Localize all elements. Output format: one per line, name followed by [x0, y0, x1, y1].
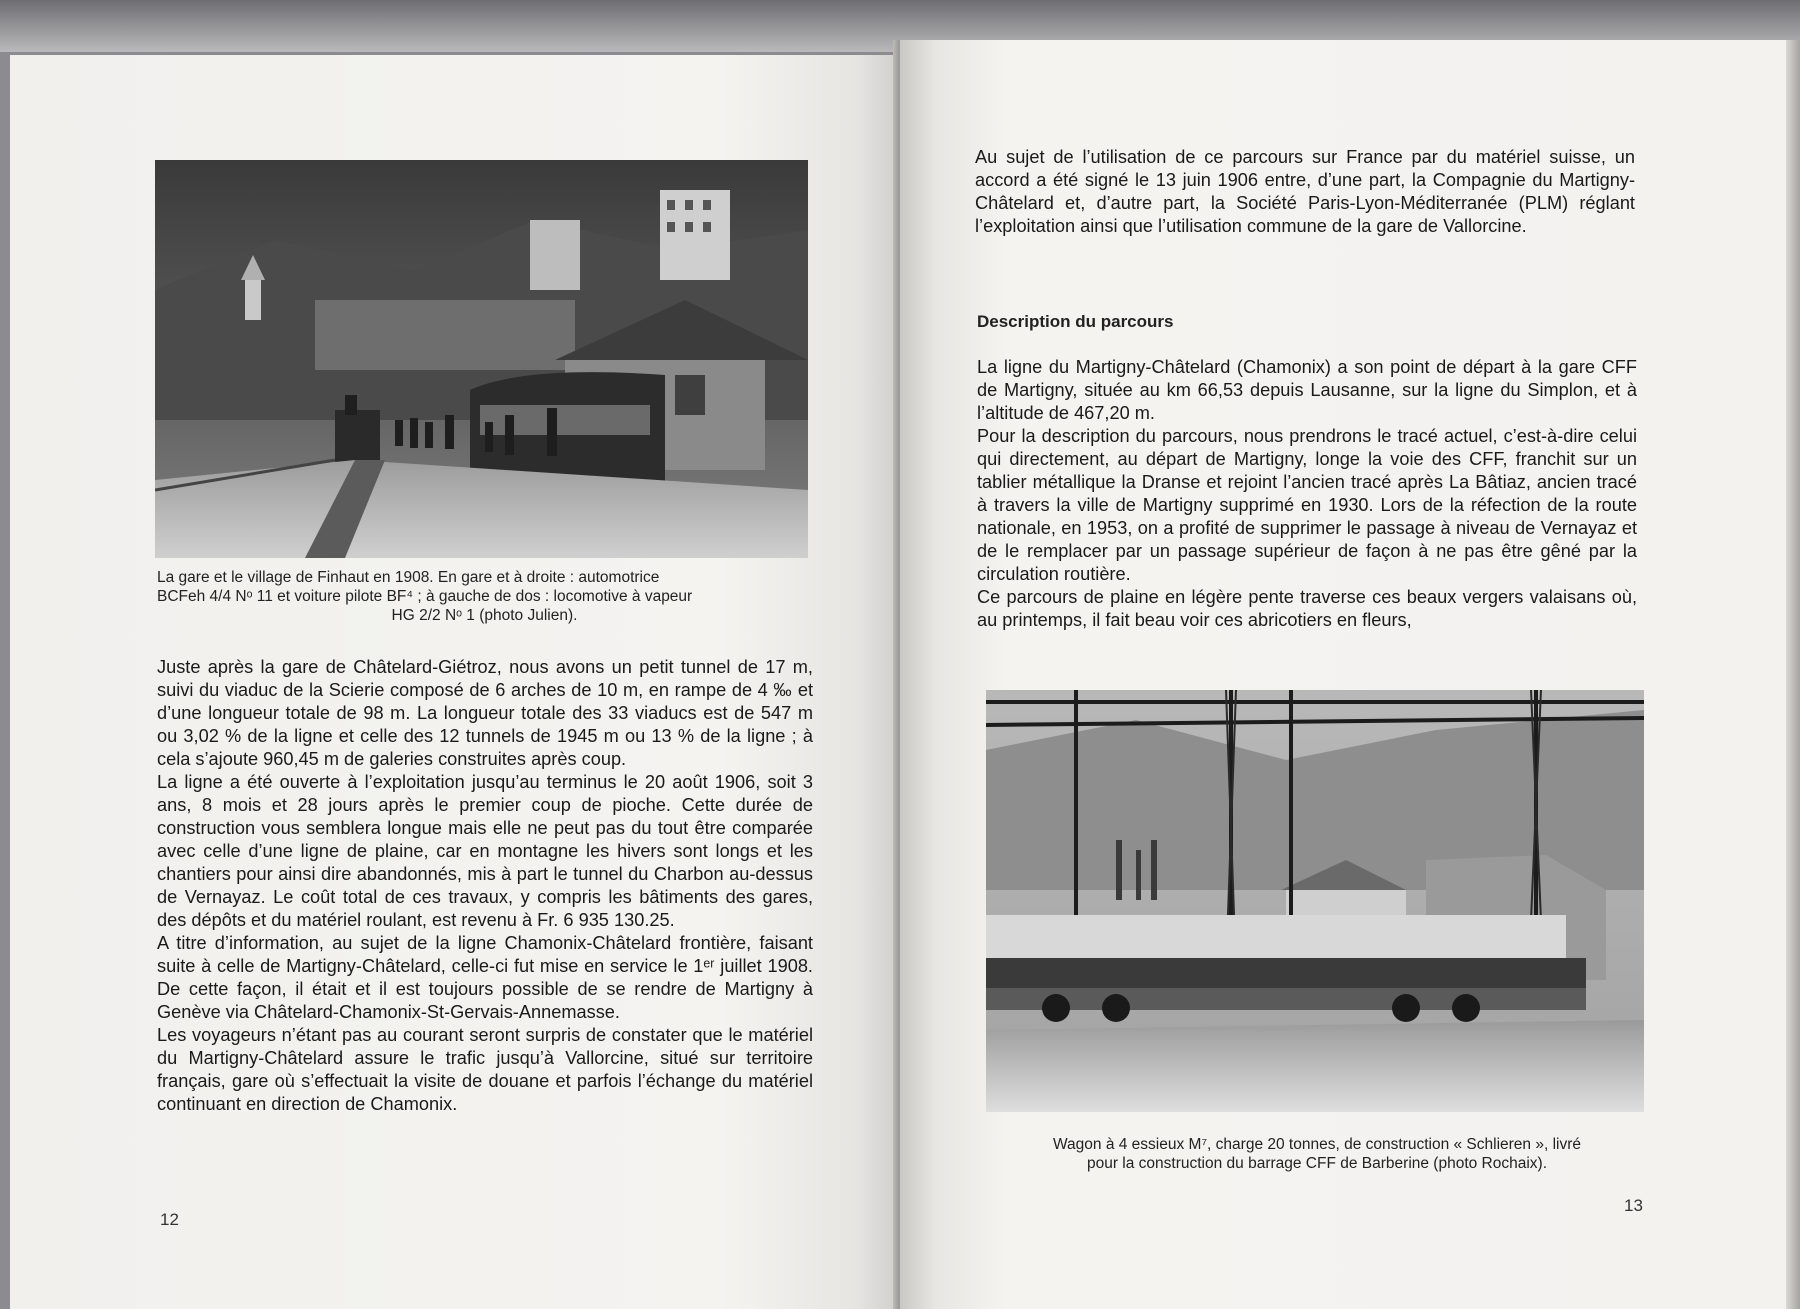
right-page-body — [977, 356, 1637, 632]
paragraph: La ligne a été ouverte à l’exploitation jusqu’au terminus le 20 août 1906, soit 3 ans, 8 mois et 28 jours après le premier coup de pioche. Cette durée de construction vous semblera longue mais elle ne peut pas du tout être comparée avec celle d’une ligne de plaine, car en montagne les hivers sont longs et les chantiers pour ainsi dire abandonnés, mis à part le tunnel du Charbon au-dessus de Vernayaz. Le coût total de ces travaux, y compris les bâtiments des gares, des dépôts et du matériel roulant, est revenu à Fr. 6 935 130.25. — [157, 772, 813, 930]
section-heading: Description du parcours — [977, 312, 1174, 331]
caption-line: La gare et le village de Finhaut en 1908. En gare et à droite : automotrice — [157, 569, 660, 586]
paragraph: Juste après la gare de Châtelard-Giétroz, nous avons un petit tunnel de 17 m, suivi du viaduc de la Scierie composé de 6 arches de 10 m, en rampe de 4 ‰ et d’une longueur totale de 98 m. La longueur totale des 33 viaducs est de 547 m ou 3,02 % de la ligne et celle des 12 tunnels de 1945 m ou 13 % de la ligne ; à cela s’ajoute 960,45 m de galeries construites après coup. — [157, 657, 813, 769]
left-page-body — [157, 656, 813, 1116]
caption-line: pour la construction du barrage CFF de Barberine (photo Rochaix). — [1086, 1155, 1548, 1172]
paragraph: Ce parcours de plaine en légère pente traverse ces beaux vergers valaisans où, au printemps, il fait beau voir ces abricotiers en fleurs, — [977, 587, 1637, 630]
finhaut-photo-caption — [157, 568, 812, 625]
paragraph: Les voyageurs n’étant pas au courant seront surpris de constater que le matériel du Martigny-Châtelard assure le trafic jusqu’à Vallorcine, situé sur territoire français, gare où s’effectuait la visite de douane et parfois l’échange du matériel continuant en direction de Chamonix. — [157, 1025, 813, 1114]
right-intro-paragraph: Au sujet de l’utilisation de ce parcours sur France par du matériel suisse, un accord a été signé le 13 juin 1906 entre, d’une part, la Compagnie du Martigny-Châtelard et, d’autre part, la Société Paris-Lyon-Méditerranée (PLM) réglant l’exploitation ainsi que l’utilisation commune de la gare de Vallorcine. — [975, 147, 1635, 236]
freight-wagon-photo — [986, 690, 1644, 1112]
caption-line: HG 2/2 Nᵒ 1 (photo Julien). — [391, 607, 578, 624]
wagon-photo-caption — [986, 1135, 1648, 1173]
page-number-left: 12 — [160, 1210, 179, 1229]
page-edge — [1786, 40, 1800, 1309]
caption-line: Wagon à 4 essieux M⁷, charge 20 tonnes, de construction « Schlieren », livré — [1052, 1136, 1581, 1153]
caption-line: BCFeh 4/4 Nᵒ 11 et voiture pilote BF⁴ ; à gauche de dos : locomotive à vapeur — [157, 588, 693, 605]
page-number-right: 13 — [1624, 1196, 1643, 1215]
finhaut-station-photo — [155, 160, 808, 558]
paragraph: La ligne du Martigny-Châtelard (Chamonix) a son point de départ à la gare CFF de Martigny, située au km 66,53 depuis Lausanne, sur la ligne du Simplon, et à l’altitude de 467,20 m. — [977, 357, 1637, 423]
paragraph: Pour la description du parcours, nous prendrons le tracé actuel, c’est-à-dire celui qui directement, au départ de Martigny, longe la voie des CFF, franchit sur un tablier métallique la Dranse et rejoint l’ancien tracé après La Bâtiaz, ancien tracé à travers la ville de Martigny supprimé en 1930. Lors de la réfection de la route nationale, en 1953, on a profité de supprimer le passage à niveau de Vernayaz et de le remplacer par un passage supérieur de façon à ne pas être gêné par la circulation routière. — [977, 426, 1637, 584]
paragraph: A titre d’information, au sujet de la ligne Chamonix-Châtelard frontière, faisant suite à celle de Martigny-Châtelard, celle-ci fut mise en service le 1ᵉʳ juillet 1908. De cette façon, il était et il est toujours possible de se rendre de Martigny à Genève via Châtelard-Chamonix-St-Gervais-Annemasse. — [157, 933, 813, 1022]
